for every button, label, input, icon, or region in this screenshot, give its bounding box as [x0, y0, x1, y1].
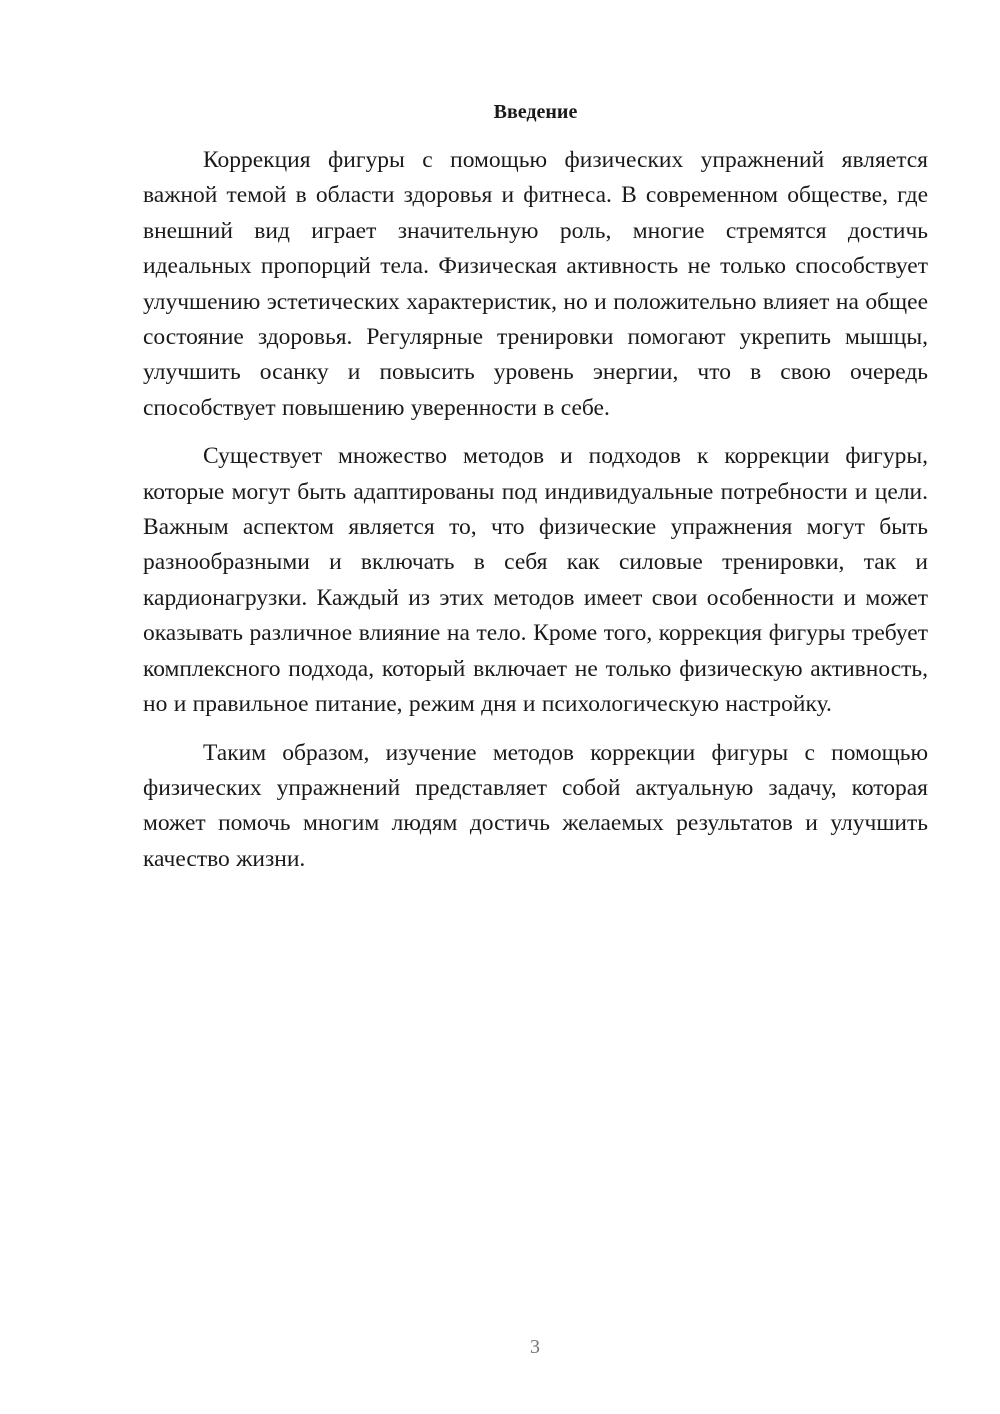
page-title: Введение [493, 101, 578, 123]
page-number: 3 [530, 1336, 540, 1358]
paragraph-2: Существует множество методов и подходов к коррекции фигуры, которые могут быть адаптированы под индивидуальные потребности и цели. Важным аспектом является то, что физические упражнения могут быть разнообразными и включать в себя как силовые тренировки, так и кардионагрузки. Каждый из этих методов имеет свои особенности и может оказывать различное влияние на тело. Кроме того, коррекция фигуры требует комплексного подхода, который включает не только физическую активность, но и правильное питание, режим дня и психологическую настройку. [143, 443, 928, 718]
paragraph-1: Коррекция фигуры с помощью физических упражнений является важной темой в области здоровья и фитнеса. В современном обществе, где внешний вид играет значительную роль, многие стремятся достичь идеальных пропорций тела. Физическая активность не только способствует улучшению эстетических характеристик, но и положительно влияет на общее состояние здоровья. Регулярные тренировки помогают укрепить мышцы, улучшить осанку и повысить уровень энергии, что в свою очередь способствует повышению уверенности в себе. [143, 147, 928, 421]
body-text [143, 143, 928, 890]
paragraph-3: Таким образом, изучение методов коррекции фигуры с помощью физических упражнений представляет собой актуальную задачу, которая может помочь многим людям достичь желаемых результатов и улучшить качество жизни. [143, 739, 928, 872]
